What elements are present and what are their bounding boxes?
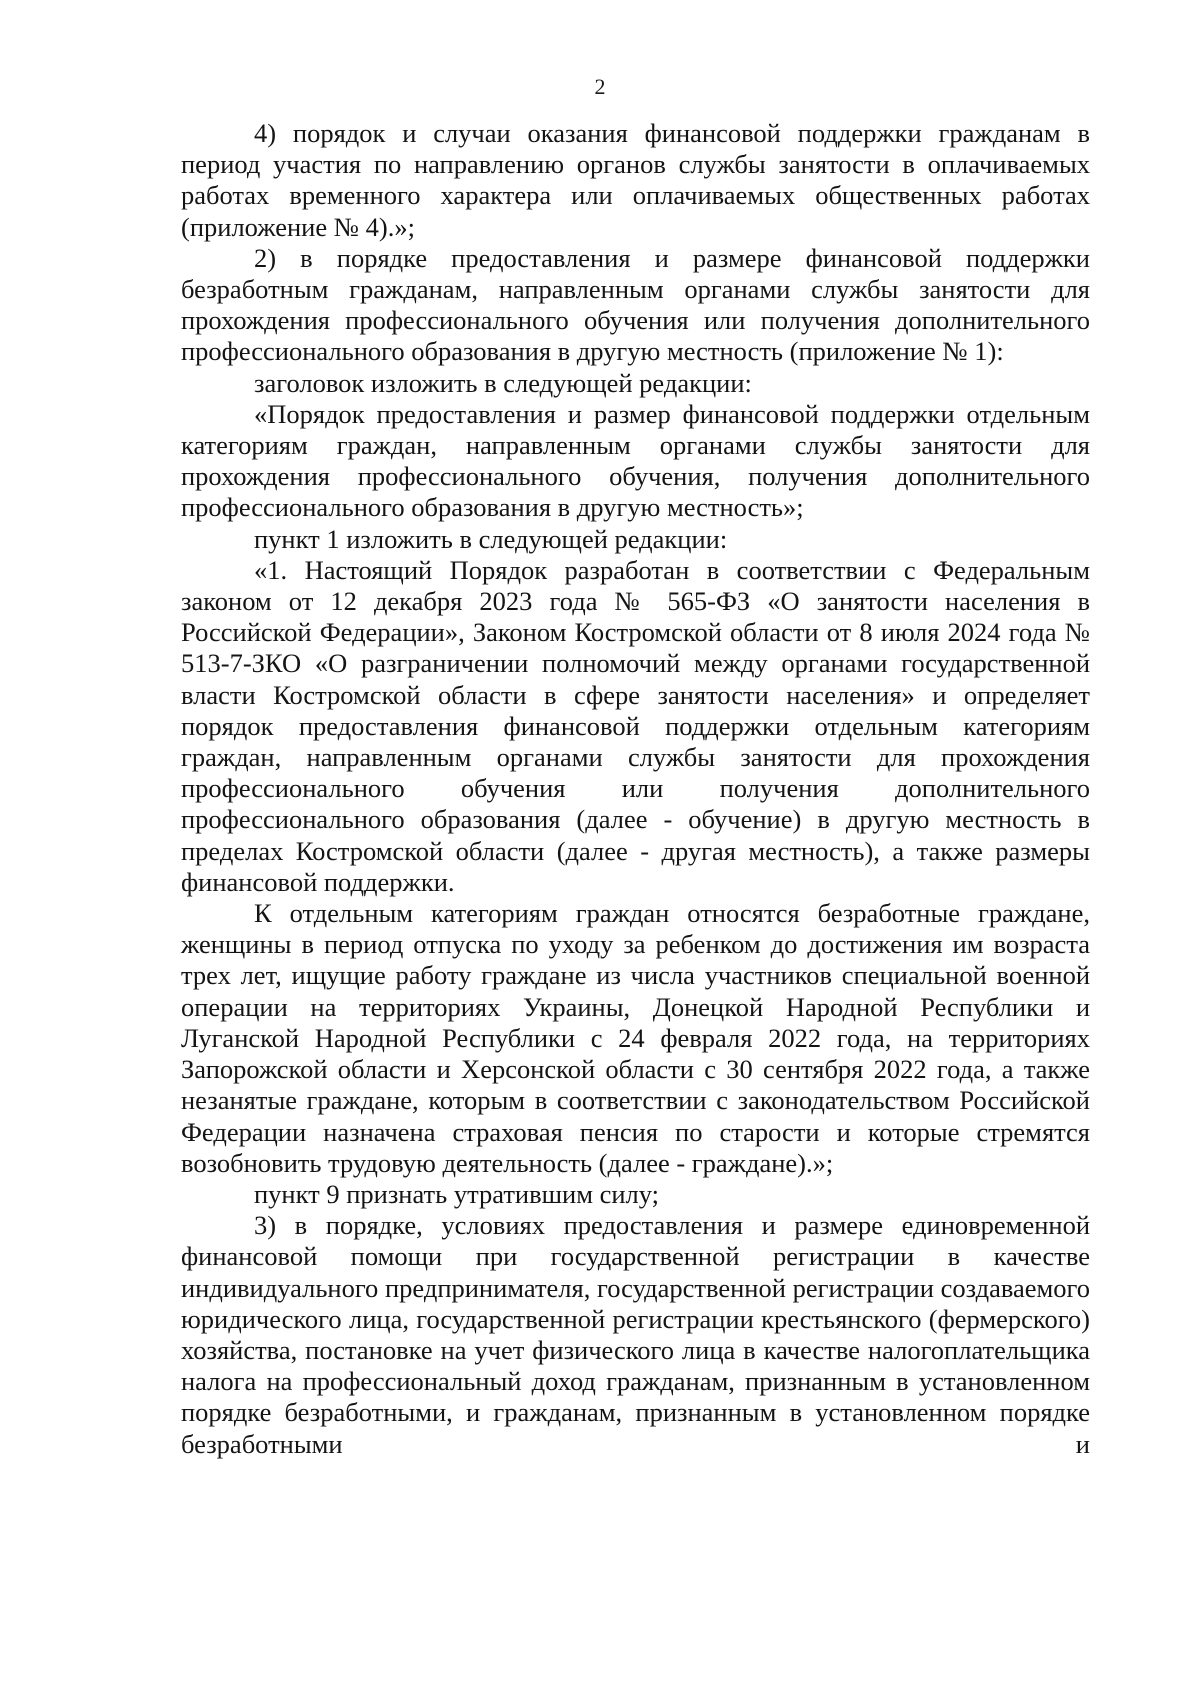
page-number: 2	[594, 74, 606, 99]
paragraph-item-4-conclusion: 4) порядок и случаи оказания финансовой поддержки гражданам в период участия по направлению органов службы занятости в оплачиваемых работах временного характера или оплачиваемых общественных работах (приложение № 4).»;	[181, 118, 1090, 242]
paragraph-categories: К отдельным категориям граждан относятся безработные граждане, женщины в период отпуска по уходу за ребенком до достижения им возраста трех лет, ищущие работу граждане из числа участников специальной военной операции на территориях Украины, Донецкой Народной Республики и Луганской Народной Республики с 24 февраля 2022 года, на территориях Запорожской области и Херсонской области с 30 сентября 2022 года, а также незанятые граждане, которым в соответствии с законодательством Российской Федерации назначена страховая пенсия по старости и которые стремятся возобновить трудовую деятельность (далее - граждане).»;	[181, 898, 1090, 1178]
paragraph-clause-1-text: «1. Настоящий Порядок разработан в соответствии с Федеральным законом от 12 декабря 2023 года № 565-ФЗ «О занятости населения в Российской Федерации», Законом Костромской области от 8 июля 2024 года № 513-7-ЗКО «О разграничении полномочий между органами государственной власти Костромской области в сфере занятости населения» и определяет порядок предоставления финансовой поддержки отдельным категориям граждан, направленным органами службы занятости для прохождения профессионального обучения или получения дополнительного профессионального образования (далее - обучение) в другую местность в пределах Костромской области (далее - другая местность), а также размеры финансовой поддержки.	[181, 554, 1090, 897]
paragraph-clause-1-instruction: пункт 1 изложить в следующей редакции:	[254, 523, 728, 554]
document-body	[181, 118, 1090, 1460]
paragraph-new-title: «Порядок предоставления и размер финансовой поддержки отдельным категориям граждан, направленным органами службы занятости для прохождения профессионального обучения, получения дополнительного профессионального образования в другую местность»;	[181, 398, 1090, 523]
paragraph-item-3-amendment: 3) в порядке, условиях предоставления и размере единовременной финансовой помощи при государственной регистрации в качестве индивидуального предпринимателя, государственной регистрации создаваемого юридического лица, государственной регистрации крестьянского (фермерского) хозяйства, постановке на учет физического лица в качестве налогоплательщика налога на профессиональный доход гражданам, признанным в установленном порядке безработными, и гражданам, признанным в установленном порядке безработными и	[181, 1210, 1090, 1459]
paragraph-clause-9: пункт 9 признать утратившим силу;	[254, 1178, 660, 1209]
paragraph-item-2-amendment: 2) в порядке предоставления и размере финансовой поддержки безработным гражданам, направленным органами службы занятости для прохождения профессионального обучения или получения дополнительного профессионального образования в другую местность (приложение № 1):	[181, 242, 1090, 367]
paragraph-title-instruction: заголовок изложить в следующей редакции:	[254, 367, 752, 398]
